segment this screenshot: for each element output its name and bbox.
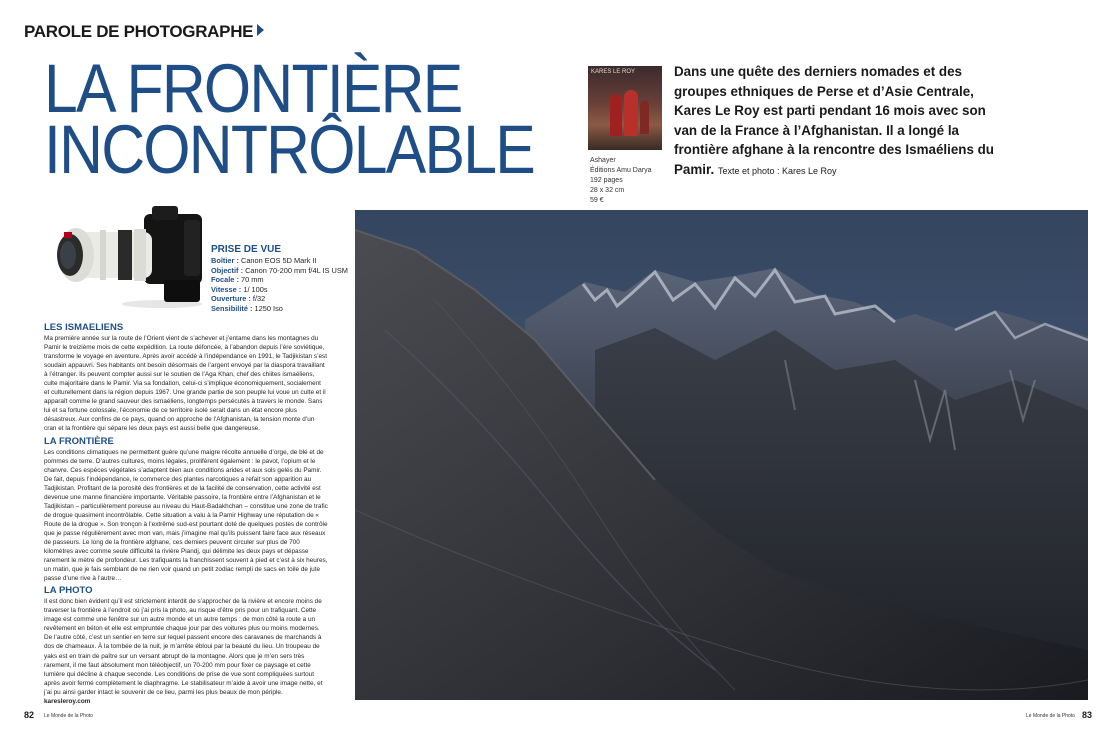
spec-value: f/32 bbox=[250, 294, 266, 304]
spec-label: Ouverture : bbox=[211, 294, 251, 304]
title-line-2: INCONTRÔLABLE bbox=[44, 111, 534, 188]
book-pages: 192 pages bbox=[590, 177, 623, 184]
magazine-name-right: Le Monde de la Photo bbox=[1026, 713, 1075, 719]
section-tag bbox=[24, 22, 264, 42]
spec-value: 70 mm bbox=[238, 275, 264, 285]
book-info bbox=[590, 156, 651, 206]
page-number-left: 82 bbox=[24, 710, 35, 720]
section-label: PAROLE DE PHOTOGRAPHE bbox=[24, 22, 254, 41]
play-arrow-icon bbox=[257, 24, 264, 36]
spec-value: 1/ 100s bbox=[241, 284, 268, 294]
article-body bbox=[44, 320, 328, 706]
book-cover-title: KARES LE ROY bbox=[591, 69, 636, 75]
spec-row bbox=[211, 294, 348, 304]
camera-image bbox=[44, 206, 204, 310]
spec-row bbox=[211, 275, 348, 285]
section-text: Il est donc bien évident qu’il est strictement interdit de s’approcher de la rivière et encore moins de traverser la frontière à l’endroit où j’ai pris la photo, au risque d’être pris pour un trafiquant. Cette image est comme une fenêtre sur un autre monde et un autre temps : de mon côté la route a un revêtement en béton et elle est empruntée chaque jour par des voitures plus ou moins modernes. De l’autre côté, c’est un sentier en terre sur lequel passent encore des caravanes de marchands à dos de chameaux. À la tombée de la nuit, je m’arrête ébloui par la beauté du lieu. Un troupeau de yaks est en train de paître sur un versant abrupt de la montagne. Alors que je m’en sers très rarement, il me faut absolument mon téléobjectif, un 70-200 mm pour fixer ce paysage et cette lumière qui décline à chaque seconde. Les conditions de prise de vue sont compliquées surtout après avoir fermé complètement le diaphragme. Le stabilisateur m’aide à avoir une image nette, et j’ai pu ainsi garder intact le souvenir de ce lieu, parmi les plus beaux de mon périple. bbox=[44, 598, 323, 696]
spec-value: 1250 Iso bbox=[252, 303, 283, 313]
mountain-landscape-photo bbox=[355, 210, 1088, 700]
section-heading: LES ISMAELIENS bbox=[44, 322, 124, 333]
spec-label: Vitesse : bbox=[211, 284, 242, 294]
book-price: 59 € bbox=[590, 197, 604, 204]
book-size: 28 x 32 cm bbox=[590, 187, 625, 194]
magazine-name-left: Le Monde de la Photo bbox=[44, 713, 93, 719]
book-cover-image bbox=[588, 66, 662, 150]
section-heading: LA PHOTO bbox=[44, 585, 93, 597]
spec-label: Objectif : bbox=[211, 265, 244, 275]
cover-figure bbox=[610, 94, 622, 136]
spec-label: Sensibilité : bbox=[211, 303, 253, 313]
spec-label: Focale : bbox=[211, 275, 239, 285]
section-text: Ma première année sur la route de l’Orient vient de s’achever et j’entame dans les montagnes du Pamir le treizième mois de cette expédition. La route défoncée, à l’abandon depuis l’ère soviétique, transforme le voyage en aventure. Après avoir accédé à l’indépendance en 1991, le Tadjikistan s’est soudain appauvri. Ses habitants ont besoin désormais de l’argent envoyé par la diaspora travaillant à l’étranger. Ils peuvent compter aussi sur le soutien de l’Aga Khan, chef des chiites ismaéliens, culte majoritaire dans le Pamir. Via sa fondation, celui-ci s’implique économiquement, socialement et culturellement dans la région depuis 1967. Une grande partie de son peuple lui voue un culte et il apparaît comme le grand sauveur des ismaéliens, longtemps persécutés à travers le monde. Sans lui et sa fortune colossale, l’économie de ce territoire isolé serait dans un état encore plus désastreux. Aux confins de ce pays, quand on approche de l’Afghanistan, la tension monte d’un cran et la frontière qui sépare les deux pays est aussi belle que dangereuse. bbox=[44, 335, 328, 433]
page-number-right: 83 bbox=[1081, 710, 1092, 720]
lede-credit: Texte et photo : Kares Le Roy bbox=[717, 165, 837, 176]
cover-figure bbox=[640, 100, 649, 134]
spec-value: Canon 70-200 mm f/4L IS USM bbox=[243, 265, 348, 275]
section-text: Les conditions climatiques ne permettent guère qu’une maigre récolte annuelle d’orge, de blé et de pommes de terre. D’autres cultures, moins légales, prolifèrent également : le pavot, l’opium et le chanvre. Ces espèces végétales s’adaptent bien aux conditions arides et aux sols gelés du Pamir. De fait, depuis l’indépendance, le commerce des plantes narcotiques a refait son apparition au Tadjikistan. Profitant de la porosité des frontières et de la facilité de conservation, cette activité est devenue une manne financière importante. Véritable passoire, la frontière entre l’Afghanistan et le Tadjikistan – particulièrement poreuse au niveau du Haut-Badakhchan – constitue une zone de trafic de drogue quasiment incontrôlable. Cette situation a valu à la Pamir Highway une réputation de « Route de la drogue ». Son tronçon à l’extrême sud-est pourtant doté de quelques postes de contrôle que je passe régulièrement avec mon van, mais j’imagine mal qu’ils puissent faire face aux réseaux de passeurs. Le long de la frontière afghane, ces derniers peuvent circuler sur plus de 700 kilomètres avec comme seule difficulté la rivière Piandj, qui délimite les deux pays et dépasse rarement le mètre de profondeur. Les trafiquants la franchissent souvent à pied et c’est à six heures, un matin, que je fais semblant de ne rien voir quand un petit zodiac rempli de sacs en toile de jute passe d’une rive à l’autre… bbox=[44, 448, 328, 583]
cover-figure bbox=[624, 90, 638, 136]
prise-de-vue-heading: PRISE DE VUE bbox=[211, 244, 282, 255]
title-line-1: LA FRONTIÈRE bbox=[44, 50, 462, 127]
lede-paragraph bbox=[674, 62, 1004, 181]
lede-text: Dans une quête des derniers nomades et des groupes ethniques de Perse et d’Asie Centrale, Kares Le Roy est parti pendant 16 mois avec son van de la France à l’Afghanistan. Il a longé la frontière afghane à la rencontre des Ismaéliens du Pamir. bbox=[674, 64, 994, 177]
spec-value: Canon EOS 5D Mark II bbox=[238, 256, 317, 265]
section-heading: LA FRONTIÈRE bbox=[44, 435, 114, 447]
spec-row bbox=[211, 256, 348, 266]
spec-row bbox=[211, 304, 348, 314]
prise-de-vue-box bbox=[211, 243, 348, 314]
website-link[interactable]: karesleroy.com bbox=[44, 697, 91, 705]
spec-label: Boîtier : bbox=[211, 256, 239, 265]
spec-row bbox=[211, 266, 348, 276]
spec-row bbox=[211, 285, 348, 295]
article-title bbox=[44, 50, 534, 188]
book-publisher: Éditions Amu Darya bbox=[590, 167, 652, 174]
book-title: Ashayer bbox=[590, 157, 616, 164]
